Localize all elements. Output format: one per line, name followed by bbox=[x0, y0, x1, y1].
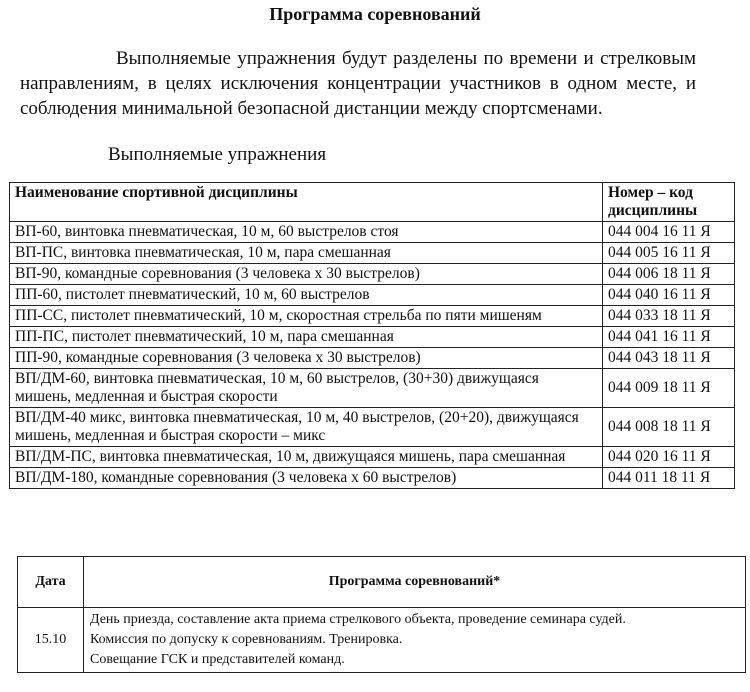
discipline-name: ПП-ПС, пистолет пневматический, 10 м, пара смешанная bbox=[10, 327, 603, 348]
header-discipline-code: Номер – код дисциплины bbox=[603, 183, 735, 222]
header-program: Программа соревнований* bbox=[84, 557, 746, 608]
schedule-line: День приезда, составление акта приема стрелкового объекта, проведение семинара судей. bbox=[90, 612, 626, 627]
disciplines-header-row bbox=[10, 183, 735, 222]
page-title: Программа соревнований bbox=[269, 4, 481, 24]
schedule-line: Совещание ГСК и представителей команд. bbox=[90, 652, 345, 667]
discipline-name: ВП/ДМ-40 микс, винтовка пневматическая, 10 м, 40 выстрелов, (20+20), движущаяся мишень, медленная и быстрая скорости – микс bbox=[10, 408, 603, 447]
discipline-code: 044 008 18 11 Я bbox=[603, 408, 735, 447]
disciplines-table bbox=[9, 182, 735, 489]
exercises-subheading: Выполняемые упражнения bbox=[108, 144, 327, 165]
table-row bbox=[10, 369, 735, 408]
header-discipline-name: Наименование спортивной дисциплины bbox=[10, 183, 603, 222]
schedule-date: 15.10 bbox=[18, 608, 84, 673]
table-row bbox=[10, 285, 735, 306]
table-row bbox=[10, 243, 735, 264]
discipline-code: 044 004 16 11 Я bbox=[603, 222, 735, 243]
intro-text: Выполняемые упражнения будут разделены по времени и стрелковым направлениям, в целях исключения концентрации участников в одном месте, и соблюдения минимальной безопасной дистанции между спортсменами. bbox=[20, 48, 696, 119]
discipline-name: ПП-СС, пистолет пневматический, 10 м, скоростная стрельба по пяти мишеням bbox=[10, 306, 603, 327]
table-row bbox=[10, 348, 735, 369]
discipline-code: 044 043 18 11 Я bbox=[603, 348, 735, 369]
table-row bbox=[10, 306, 735, 327]
discipline-name: ВП/ДМ-60, винтовка пневматическая, 10 м, 60 выстрелов, (30+30) движущаяся мишень, медленная и быстрая скорости bbox=[10, 369, 603, 408]
schedule-program bbox=[84, 608, 746, 673]
intro-paragraph bbox=[20, 46, 696, 121]
discipline-code: 044 006 18 11 Я bbox=[603, 264, 735, 285]
discipline-name: ВП-60, винтовка пневматическая, 10 м, 60 выстрелов стоя bbox=[10, 222, 603, 243]
discipline-code: 044 041 16 11 Я bbox=[603, 327, 735, 348]
discipline-name: ВП-90, командные соревнования (3 человека х 30 выстрелов) bbox=[10, 264, 603, 285]
discipline-name: ВП-ПС, винтовка пневматическая, 10 м, пара смешанная bbox=[10, 243, 603, 264]
table-row bbox=[10, 264, 735, 285]
discipline-code: 044 040 16 11 Я bbox=[603, 285, 735, 306]
table-row bbox=[10, 408, 735, 447]
table-row bbox=[10, 327, 735, 348]
schedule-table bbox=[17, 556, 746, 673]
schedule-header-row bbox=[18, 557, 746, 608]
discipline-code: 044 020 16 11 Я bbox=[603, 447, 735, 468]
schedule-row bbox=[18, 608, 746, 673]
discipline-name: ПП-60, пистолет пневматический, 10 м, 60 выстрелов bbox=[10, 285, 603, 306]
discipline-code: 044 033 18 11 Я bbox=[603, 306, 735, 327]
table-row bbox=[10, 447, 735, 468]
discipline-name: ВП/ДМ-ПС, винтовка пневматическая, 10 м, движущаяся мишень, пара смешанная bbox=[10, 447, 603, 468]
discipline-code: 044 009 18 11 Я bbox=[603, 369, 735, 408]
table-row bbox=[10, 222, 735, 243]
table-row bbox=[10, 468, 735, 489]
header-date: Дата bbox=[18, 557, 84, 608]
discipline-name: ПП-90, командные соревнования (3 человека х 30 выстрелов) bbox=[10, 348, 603, 369]
discipline-code: 044 011 18 11 Я bbox=[603, 468, 735, 489]
discipline-code: 044 005 16 11 Я bbox=[603, 243, 735, 264]
discipline-name: ВП/ДМ-180, командные соревнования (3 человека х 60 выстрелов) bbox=[10, 468, 603, 489]
schedule-line: Комиссия по допуску к соревнованиям. Тренировка. bbox=[90, 632, 403, 647]
